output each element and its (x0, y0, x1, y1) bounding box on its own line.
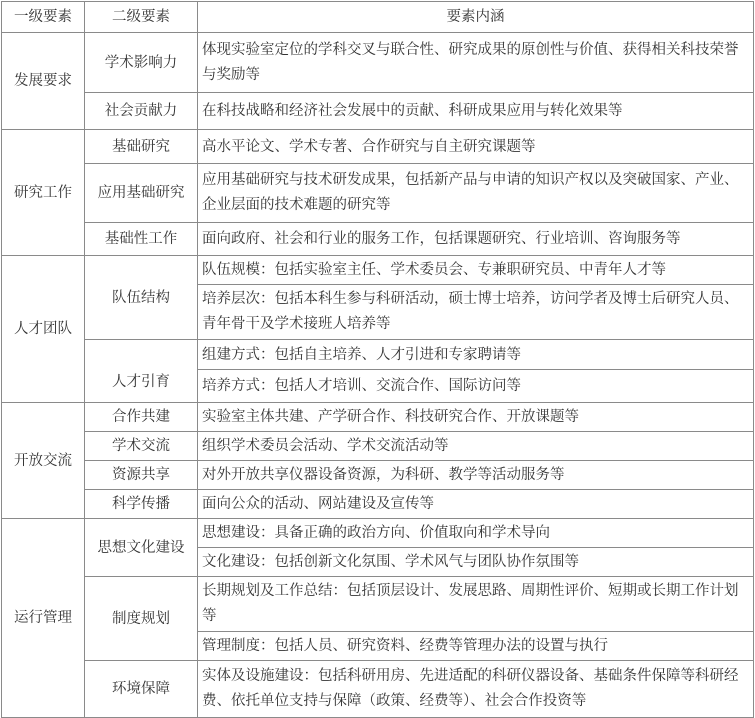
content-cell: 队伍规模：包括实验室主任、学术委员会、专兼职研究员、中青年人才等 (198, 256, 754, 285)
content-cell: 文化建设：包括创新文化氛围、学术风气与团队协作氛围等 (198, 548, 754, 577)
table-row (2, 461, 754, 490)
level1-cell: 开放交流 (2, 403, 85, 519)
table-row (2, 33, 754, 93)
level2-cell: 应用基础研究 (85, 164, 198, 223)
elements-table (1, 1, 754, 718)
table-row (2, 490, 754, 519)
table-row (2, 164, 754, 223)
level1-cell: 人才团队 (2, 256, 85, 403)
content-cell: 思想建设：具备正确的政治方向、价值取向和学术导向 (198, 519, 754, 548)
table-row (2, 130, 754, 164)
content-cell: 高水平论文、学术专著、合作研究与自主研究课题等 (198, 130, 754, 164)
level2-cell: 基础研究 (85, 130, 198, 164)
content-cell: 在科技战略和经济社会发展中的贡献、科研成果应用与转化效果等 (198, 93, 754, 130)
level2-cell: 科学传播 (85, 490, 198, 519)
level2-cell: 人才引育 (85, 340, 198, 403)
table-row (2, 519, 754, 548)
level2-cell: 社会贡献力 (85, 93, 198, 130)
level2-cell: 队伍结构 (85, 256, 198, 340)
table-row (2, 223, 754, 256)
table-row (2, 577, 754, 632)
content-cell: 应用基础研究与技术研发成果，包括新产品与申请的知识产权以及突破国家、产业、企业层面的技术难题的研究等 (198, 164, 754, 223)
content-cell: 实验室主体共建、产学研合作、科技研究合作、开放课题等 (198, 403, 754, 432)
level2-cell: 学术影响力 (85, 33, 198, 93)
content-cell: 培养层次：包括本科生参与科研活动，硕士博士培养，访问学者及博士后研究人员、青年骨干及学术接班人培养等 (198, 285, 754, 340)
header-level1: 一级要素 (2, 2, 85, 33)
level2-cell: 学术交流 (85, 432, 198, 461)
content-cell: 组织学术委员会活动、学术交流活动等 (198, 432, 754, 461)
content-cell: 组建方式：包括自主培养、人才引进和专家聘请等 (198, 340, 754, 370)
level2-cell: 基础性工作 (85, 223, 198, 256)
content-cell: 长期规划及工作总结：包括顶层设计、发展思路、周期性评价、短期或长期工作计划等 (198, 577, 754, 632)
level2-cell: 环境保障 (85, 661, 198, 718)
header-level2: 二级要素 (85, 2, 198, 33)
content-cell: 面向公众的活动、网站建设及宣传等 (198, 490, 754, 519)
content-cell: 培养方式：包括人才培训、交流合作、国际访问等 (198, 370, 754, 403)
table-row (2, 93, 754, 130)
content-cell: 管理制度：包括人员、研究资料、经费等管理办法的设置与执行 (198, 632, 754, 661)
content-cell: 体现实验室定位的学科交叉与联合性、研究成果的原创性与价值、获得相关科技荣誉与奖励等 (198, 33, 754, 93)
table-row (2, 403, 754, 432)
table-row (2, 432, 754, 461)
header-row (2, 2, 754, 33)
table-row (2, 661, 754, 718)
level2-cell: 合作共建 (85, 403, 198, 432)
level2-cell: 思想文化建设 (85, 519, 198, 577)
level2-cell: 制度规划 (85, 577, 198, 661)
header-content: 要素内涵 (198, 2, 754, 33)
table-row (2, 256, 754, 285)
content-cell: 面向政府、社会和行业的服务工作，包括课题研究、行业培训、咨询服务等 (198, 223, 754, 256)
level2-cell: 资源共享 (85, 461, 198, 490)
table-row (2, 340, 754, 370)
content-cell: 对外开放共享仪器设备资源，为科研、教学等活动服务等 (198, 461, 754, 490)
content-cell: 实体及设施建设：包括科研用房、先进适配的科研仪器设备、基础条件保障等科研经费、依托单位支持与保障（政策、经费等）、社会合作投资等 (198, 661, 754, 718)
level1-cell: 运行管理 (2, 519, 85, 718)
level1-cell: 研究工作 (2, 130, 85, 256)
level1-cell: 发展要求 (2, 33, 85, 130)
